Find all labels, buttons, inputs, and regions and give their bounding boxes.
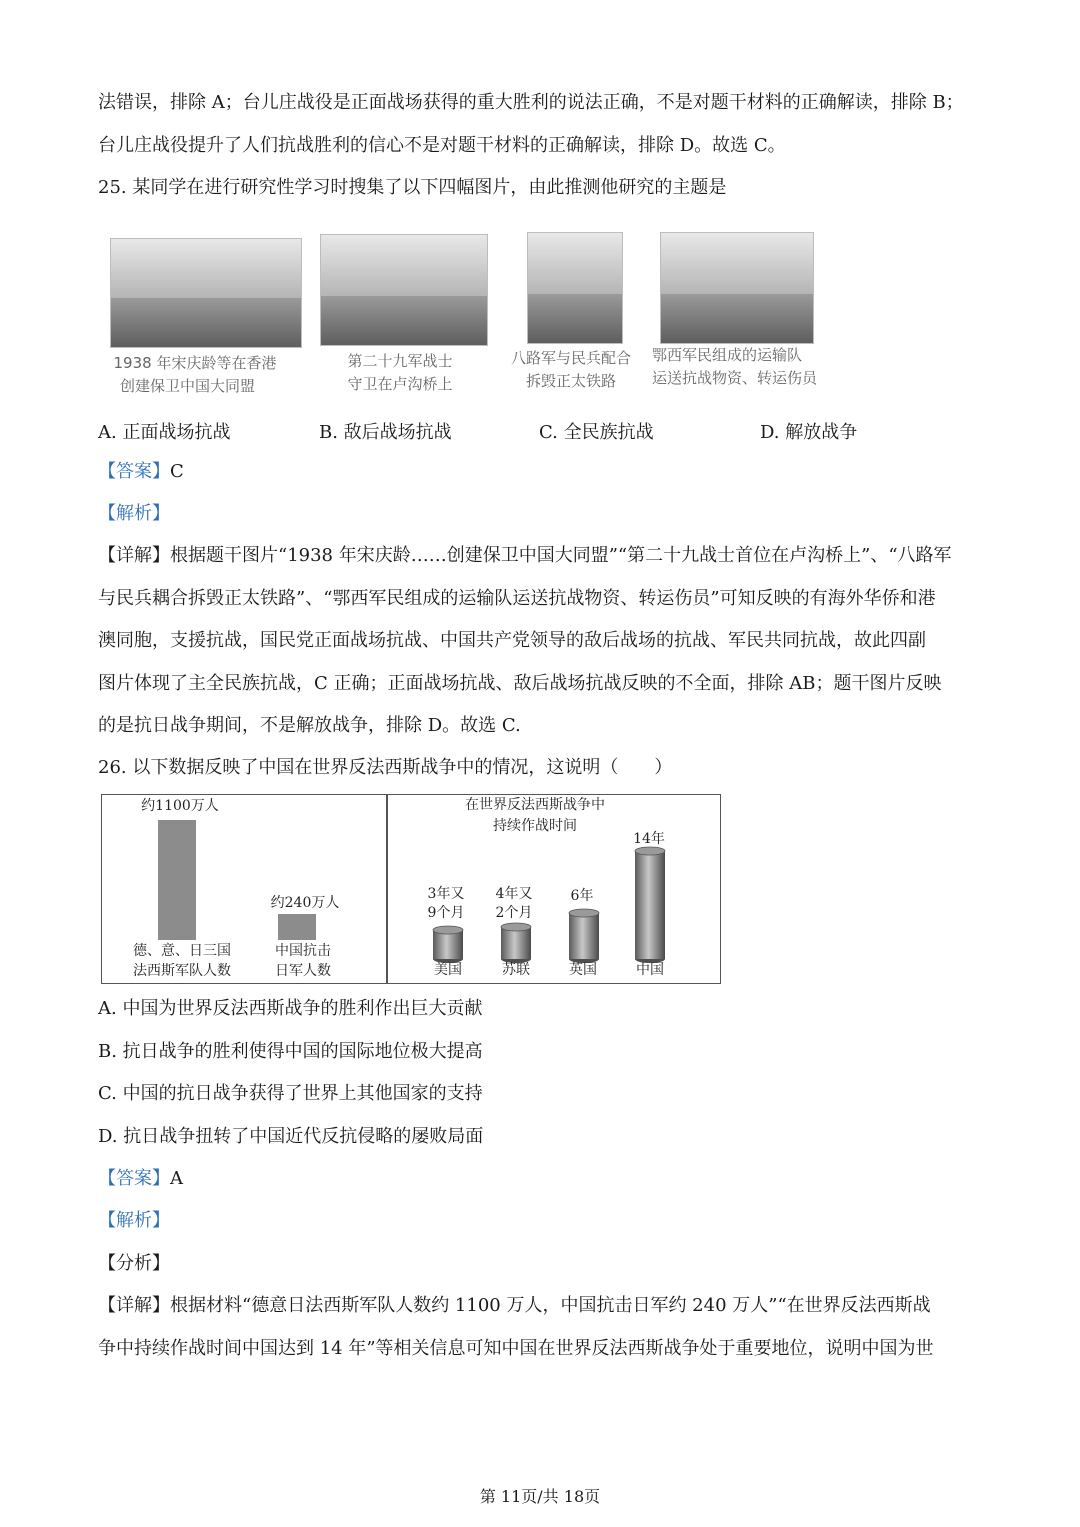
caption-4-line-2: 运送抗战物资、转运伤员 [652, 369, 818, 387]
bar-label-axis: 约1100万人 [141, 798, 219, 814]
q26-detail-line-1 [98, 1294, 931, 1318]
q26-option-a[interactable]: A. 中国为世界反法西斯战争的胜利作出巨大贡献 [98, 998, 483, 1019]
q25-stem: 25. 某同学在进行研究性学习时搜集了以下四幅图片，由此推测他研究的主题是 [98, 177, 727, 198]
q26-stem: 26. 以下数据反映了中国在世界反法西斯战争中的情况，这说明（ ） [98, 757, 673, 778]
cylinder-bar-2 [569, 909, 599, 963]
value-label-ussr-2: 2个月 [495, 905, 533, 921]
q25-detail-line-3: 澳同胞，支援抗战，国民党正面战场抗战、中国共产党领导的敌后战场的抗战、军民共同抗战，故此四副 [98, 630, 926, 651]
q25-answer [98, 460, 184, 484]
intro-line-1: 法错误，排除 A；台儿庄战役是正面战场获得的重大胜利的说法正确，不是对题干材料的正确解读，排除 B； [98, 92, 964, 113]
value-label-usa-2: 9个月 [427, 905, 465, 921]
answer-tag: 【答案】 [98, 1168, 170, 1189]
q25-option-a[interactable]: A. 正面战场抗战 [98, 422, 231, 443]
q26-detail-line-2: 争中持续作战时间中国达到 14 年”等相关信息可知中国在世界反法西斯战争处于重要地位，说明中国为世 [98, 1338, 934, 1359]
detail-text: 根据题干图片“1938 年宋庆龄……创建保卫中国大同盟”“第二十九战士首位在卢沟桥上”、“八路军 [170, 545, 952, 566]
answer-value: A [170, 1168, 183, 1189]
caption-4-line-1: 鄂西军民组成的运输队 [652, 346, 803, 364]
category-ussr: 苏联 [502, 962, 530, 978]
value-label-usa-1: 3年又 [427, 886, 465, 902]
q25-detail-line-4: 图片体现了主全民族抗战，C 正确；正面战场抗战、敌后战场抗战反映的不全面，排除 AB；题干图片反映 [98, 673, 942, 694]
cylinder-bar-3 [635, 847, 665, 963]
q25-detail-line-2: 与民兵耦合拆毁正太铁路”、“鄂西军民组成的运输队运送抗战物资、转运伤员”可知反映的有海外华侨和港 [98, 588, 936, 609]
caption-3-line-1: 八路军与民兵配合 [510, 349, 631, 367]
detail-tag: 【详解】 [98, 545, 170, 566]
caption-3-line-2: 拆毁正太铁路 [525, 372, 616, 390]
intro-line-2: 台儿庄战役提升了人们抗战胜利的信心不是对题干材料的正确解读，排除 D。故选 C。 [98, 135, 786, 156]
chart2-title-line-2: 持续作战时间 [493, 818, 577, 834]
q26-analysis2-tag: 【分析】 [98, 1253, 170, 1274]
page-footer: 第 11页/共 18页 [479, 1487, 601, 1506]
photo-soong-ching-ling [110, 238, 302, 348]
q25-options [98, 418, 958, 444]
value-label-china: 14年 [633, 831, 665, 847]
cylinder-bar-0 [433, 926, 463, 963]
photo-marco-polo-bridge [320, 234, 488, 346]
caption-1-line-1: 1938 年宋庆龄等在香港 [113, 354, 277, 372]
photo-transport-team [660, 232, 814, 344]
value-label-uk: 6年 [570, 888, 594, 904]
q25-analysis-tag: 【解析】 [98, 503, 170, 524]
detail-text: 根据材料“德意日法西斯军队人数约 1100 万人，中国抗击日军约 240 万人”“在世界反法西斯战 [170, 1295, 931, 1316]
category-china-line-2: 日军人数 [275, 963, 331, 979]
category-china: 中国 [636, 962, 664, 978]
detail-tag: 【详解】 [98, 1295, 170, 1316]
q26-option-c[interactable]: C. 中国的抗日战争获得了世界上其他国家的支持 [98, 1083, 483, 1104]
category-axis-line-1: 德、意、日三国 [133, 943, 231, 959]
q25-option-d[interactable]: D. 解放战争 [760, 422, 858, 443]
q25-option-b[interactable]: B. 敌后战场抗战 [319, 422, 452, 443]
q26-option-d[interactable]: D. 抗日战争扭转了中国近代反抗侵略的屡败局面 [98, 1126, 484, 1147]
q26-answer [98, 1167, 183, 1191]
bar-china-resisted [278, 914, 316, 940]
answer-tag: 【答案】 [98, 461, 170, 482]
caption-1-line-2: 创建保卫中国大同盟 [119, 377, 255, 395]
q25-detail-line-5: 的是抗日战争期间，不是解放战争，排除 D。故选 C. [98, 715, 521, 736]
chart2-title-line-1: 在世界反法西斯战争中 [465, 797, 605, 813]
q26-option-b[interactable]: B. 抗日战争的胜利使得中国的国际地位极大提高 [98, 1041, 483, 1062]
value-label-ussr-1: 4年又 [495, 886, 533, 902]
category-usa: 美国 [434, 962, 462, 978]
q25-detail-line-1 [98, 544, 952, 568]
caption-2-line-1: 第二十九军战士 [347, 352, 453, 370]
category-axis-line-2: 法西斯军队人数 [133, 963, 231, 979]
q25-option-c[interactable]: C. 全民族抗战 [539, 422, 654, 443]
photo-zhengtai-railway [527, 232, 623, 344]
answer-value: C [170, 461, 184, 482]
category-china-line-1: 中国抗击 [275, 943, 331, 959]
cylinder-bar-1 [501, 923, 531, 963]
category-uk: 英国 [569, 962, 597, 978]
bar-axis-troops [158, 820, 196, 940]
bar-label-china: 约240万人 [270, 895, 340, 911]
q26-analysis-tag: 【解析】 [98, 1210, 170, 1231]
caption-2-line-2: 守卫在卢沟桥上 [347, 375, 453, 393]
